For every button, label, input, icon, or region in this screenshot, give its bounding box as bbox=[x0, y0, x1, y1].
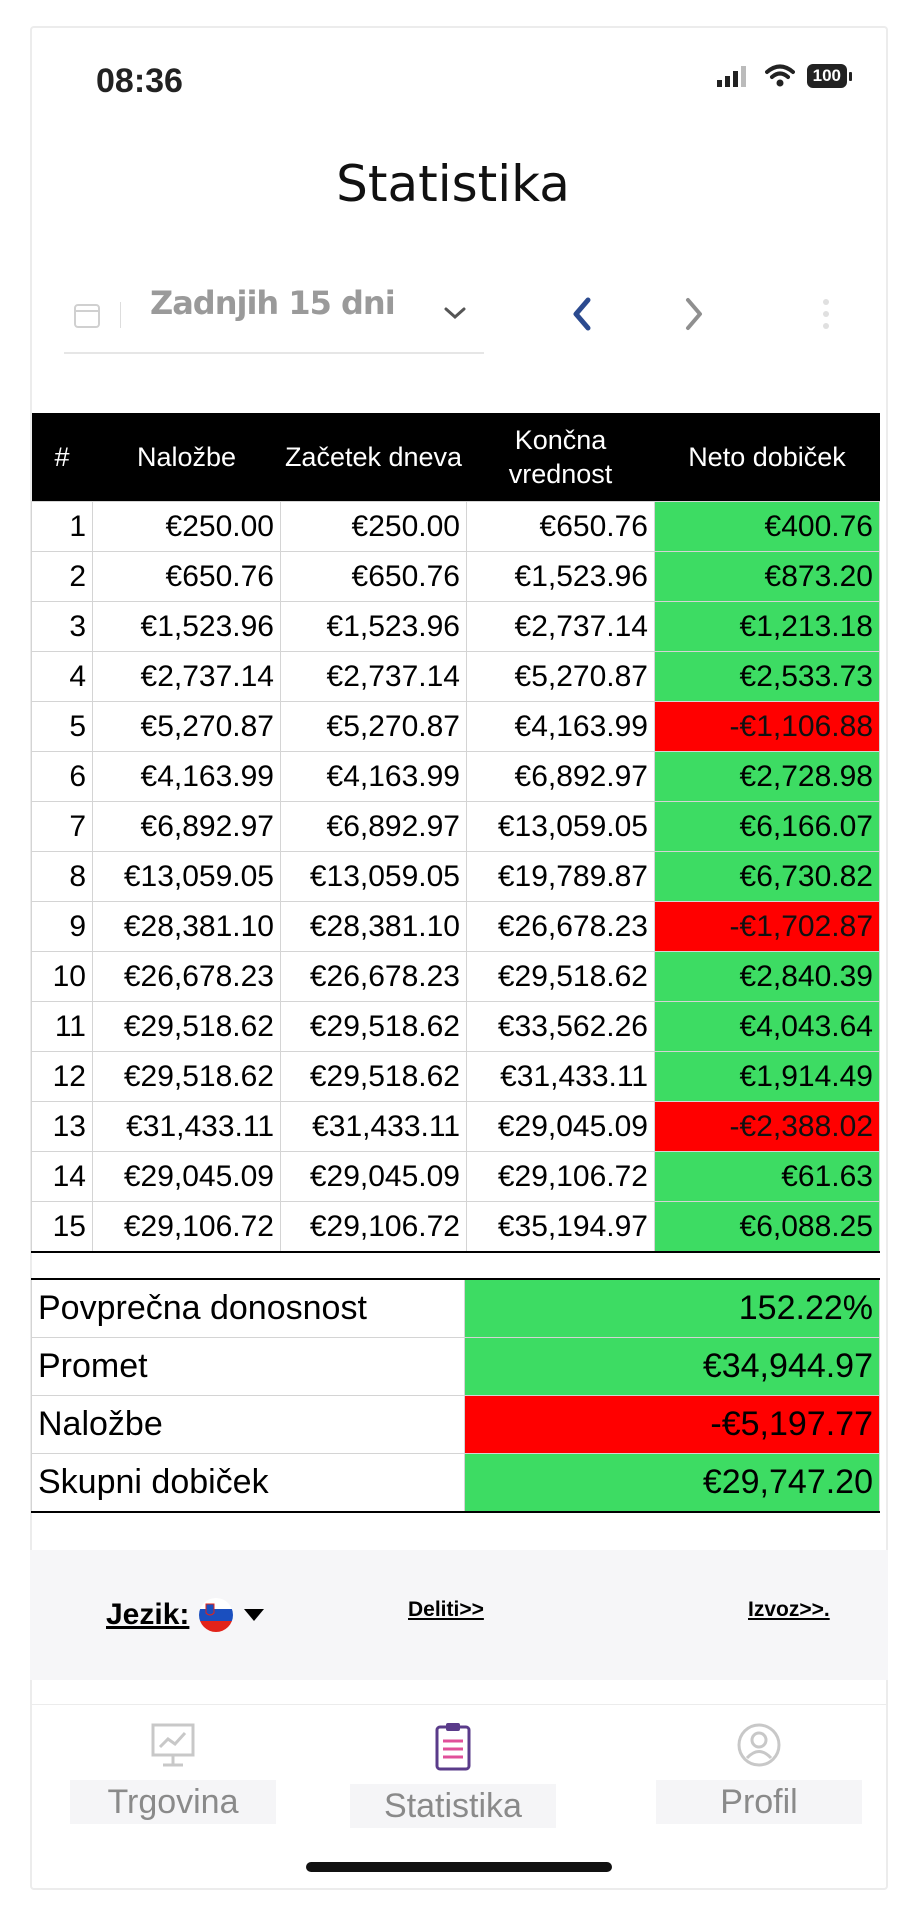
cell-net-profit: €2,533.73 bbox=[655, 652, 880, 702]
col-header-end-value: Končna vrednost bbox=[467, 413, 655, 502]
daily-stats-table bbox=[31, 413, 880, 1253]
table-row bbox=[32, 1152, 880, 1202]
cell-day-start: €13,059.05 bbox=[281, 852, 467, 902]
table-row bbox=[32, 752, 880, 802]
date-filter-bar bbox=[30, 270, 888, 362]
cell-end-value: €33,562.26 bbox=[467, 1002, 655, 1052]
cell-net-profit: €4,043.64 bbox=[655, 1002, 880, 1052]
cell-number: 4 bbox=[32, 652, 93, 702]
cell-investment: €5,270.87 bbox=[93, 702, 281, 752]
cell-investment: €2,737.14 bbox=[93, 652, 281, 702]
summary-row bbox=[32, 1279, 880, 1338]
cell-net-profit: €6,088.25 bbox=[655, 1202, 880, 1253]
summary-label: Skupni dobiček bbox=[32, 1454, 465, 1513]
cell-number: 2 bbox=[32, 552, 93, 602]
cell-end-value: €29,518.62 bbox=[467, 952, 655, 1002]
cell-day-start: €1,523.96 bbox=[281, 602, 467, 652]
summary-value: €34,944.97 bbox=[465, 1338, 880, 1396]
battery-level: 100 bbox=[807, 64, 847, 88]
cell-number: 7 bbox=[32, 802, 93, 852]
previous-period-button[interactable] bbox=[568, 294, 596, 334]
cell-end-value: €26,678.23 bbox=[467, 902, 655, 952]
cell-net-profit: -€1,702.87 bbox=[655, 902, 880, 952]
cell-day-start: €4,163.99 bbox=[281, 752, 467, 802]
cell-investment: €29,106.72 bbox=[93, 1202, 281, 1253]
footer-actions bbox=[30, 1550, 888, 1680]
cell-day-start: €250.00 bbox=[281, 502, 467, 552]
cell-net-profit: €1,914.49 bbox=[655, 1052, 880, 1102]
signal-icon bbox=[717, 65, 753, 87]
cell-number: 9 bbox=[32, 902, 93, 952]
cell-number: 10 bbox=[32, 952, 93, 1002]
cell-number: 1 bbox=[32, 502, 93, 552]
cell-investment: €6,892.97 bbox=[93, 802, 281, 852]
col-header-investments: Naložbe bbox=[93, 413, 281, 502]
cell-end-value: €29,045.09 bbox=[467, 1102, 655, 1152]
cell-investment: €13,059.05 bbox=[93, 852, 281, 902]
cell-net-profit: €400.76 bbox=[655, 502, 880, 552]
summary-label: Naložbe bbox=[32, 1396, 465, 1454]
status-time: 08:36 bbox=[96, 62, 183, 100]
cell-end-value: €19,789.87 bbox=[467, 852, 655, 902]
cell-number: 14 bbox=[32, 1152, 93, 1202]
table-row bbox=[32, 952, 880, 1002]
status-bar bbox=[30, 58, 888, 108]
export-link[interactable]: Izvoz>>. bbox=[748, 1598, 830, 1621]
clipboard-icon bbox=[428, 1721, 478, 1773]
calendar-icon bbox=[72, 300, 102, 330]
home-indicator bbox=[306, 1862, 612, 1872]
summary-table bbox=[31, 1278, 880, 1513]
col-header-number: # bbox=[32, 413, 93, 502]
cell-number: 13 bbox=[32, 1102, 93, 1152]
table-row bbox=[32, 1202, 880, 1253]
cell-investment: €29,518.62 bbox=[93, 1052, 281, 1102]
cell-day-start: €29,106.72 bbox=[281, 1202, 467, 1253]
page-title: Statistika bbox=[336, 155, 570, 213]
slovenia-flag-icon bbox=[197, 1596, 235, 1634]
profile-icon bbox=[734, 1721, 784, 1769]
share-link[interactable]: Deliti>> bbox=[408, 1598, 484, 1621]
cell-number: 11 bbox=[32, 1002, 93, 1052]
table-header-row bbox=[32, 413, 880, 502]
summary-label: Povprečna donosnost bbox=[32, 1279, 465, 1338]
summary-row bbox=[32, 1338, 880, 1396]
cell-end-value: €6,892.97 bbox=[467, 752, 655, 802]
filter-underline bbox=[64, 352, 484, 354]
col-header-net-profit: Neto dobiček bbox=[655, 413, 880, 502]
language-selector[interactable] bbox=[106, 1596, 265, 1634]
status-icons bbox=[717, 64, 852, 88]
cell-net-profit: -€2,388.02 bbox=[655, 1102, 880, 1152]
cell-end-value: €31,433.11 bbox=[467, 1052, 655, 1102]
cell-net-profit: €1,213.18 bbox=[655, 602, 880, 652]
battery-icon bbox=[807, 64, 852, 88]
cell-day-start: €28,381.10 bbox=[281, 902, 467, 952]
cell-number: 15 bbox=[32, 1202, 93, 1253]
cell-day-start: €31,433.11 bbox=[281, 1102, 467, 1152]
summary-value: 152.22% bbox=[465, 1279, 880, 1338]
cell-net-profit: -€1,106.88 bbox=[655, 702, 880, 752]
caret-down-icon bbox=[243, 1608, 265, 1622]
cell-day-start: €650.76 bbox=[281, 552, 467, 602]
col-header-day-start: Začetek dneva bbox=[281, 413, 467, 502]
table-row bbox=[32, 1002, 880, 1052]
cell-net-profit: €6,166.07 bbox=[655, 802, 880, 852]
tab-label: Statistika bbox=[350, 1784, 556, 1828]
cell-end-value: €4,163.99 bbox=[467, 702, 655, 752]
cell-end-value: €1,523.96 bbox=[467, 552, 655, 602]
summary-row bbox=[32, 1454, 880, 1513]
cell-number: 8 bbox=[32, 852, 93, 902]
cell-end-value: €35,194.97 bbox=[467, 1202, 655, 1253]
cell-investment: €650.76 bbox=[93, 552, 281, 602]
table-row bbox=[32, 802, 880, 852]
filter-divider bbox=[120, 302, 121, 328]
cell-day-start: €2,737.14 bbox=[281, 652, 467, 702]
cell-number: 3 bbox=[32, 602, 93, 652]
cell-investment: €28,381.10 bbox=[93, 902, 281, 952]
cell-end-value: €650.76 bbox=[467, 502, 655, 552]
table-row bbox=[32, 1102, 880, 1152]
cell-end-value: €13,059.05 bbox=[467, 802, 655, 852]
table-row bbox=[32, 602, 880, 652]
cell-net-profit: €2,728.98 bbox=[655, 752, 880, 802]
bottom-tab-bar bbox=[30, 1704, 888, 1825]
table-row bbox=[32, 902, 880, 952]
summary-row bbox=[32, 1396, 880, 1454]
cell-number: 5 bbox=[32, 702, 93, 752]
cell-investment: €26,678.23 bbox=[93, 952, 281, 1002]
tab-profil[interactable] bbox=[656, 1721, 862, 1824]
cell-net-profit: €6,730.82 bbox=[655, 852, 880, 902]
cell-net-profit: €2,840.39 bbox=[655, 952, 880, 1002]
cell-day-start: €29,045.09 bbox=[281, 1152, 467, 1202]
cell-day-start: €26,678.23 bbox=[281, 952, 467, 1002]
date-range-select[interactable]: Zadnjih 15 dni bbox=[150, 284, 395, 322]
cell-number: 6 bbox=[32, 752, 93, 802]
cell-net-profit: €61.63 bbox=[655, 1152, 880, 1202]
language-label: Jezik: bbox=[106, 1598, 190, 1631]
cell-day-start: €29,518.62 bbox=[281, 1052, 467, 1102]
cell-investment: €29,045.09 bbox=[93, 1152, 281, 1202]
table-row bbox=[32, 652, 880, 702]
cell-day-start: €5,270.87 bbox=[281, 702, 467, 752]
cell-day-start: €6,892.97 bbox=[281, 802, 467, 852]
table-row bbox=[32, 702, 880, 752]
summary-value: €29,747.20 bbox=[465, 1454, 880, 1513]
cell-end-value: €29,106.72 bbox=[467, 1152, 655, 1202]
tab-label: Profil bbox=[656, 1780, 862, 1824]
cell-investment: €31,433.11 bbox=[93, 1102, 281, 1152]
wifi-icon bbox=[765, 64, 795, 88]
table-row bbox=[32, 502, 880, 552]
table-row bbox=[32, 852, 880, 902]
cell-investment: €29,518.62 bbox=[93, 1002, 281, 1052]
table-row bbox=[32, 552, 880, 602]
tab-label: Trgovina bbox=[70, 1780, 276, 1824]
cell-end-value: €5,270.87 bbox=[467, 652, 655, 702]
tab-statistika[interactable] bbox=[350, 1721, 556, 1828]
cell-end-value: €2,737.14 bbox=[467, 602, 655, 652]
next-period-button[interactable] bbox=[680, 294, 708, 334]
cell-day-start: €29,518.62 bbox=[281, 1002, 467, 1052]
summary-label: Promet bbox=[32, 1338, 465, 1396]
cell-net-profit: €873.20 bbox=[655, 552, 880, 602]
summary-value: -€5,197.77 bbox=[465, 1396, 880, 1454]
cell-investment: €1,523.96 bbox=[93, 602, 281, 652]
cell-number: 12 bbox=[32, 1052, 93, 1102]
table-row bbox=[32, 1052, 880, 1102]
cell-investment: €250.00 bbox=[93, 502, 281, 552]
cell-investment: €4,163.99 bbox=[93, 752, 281, 802]
chart-board-icon bbox=[148, 1721, 198, 1769]
more-options-icon[interactable] bbox=[820, 294, 832, 334]
chevron-down-icon[interactable] bbox=[442, 304, 468, 322]
tab-trgovina[interactable] bbox=[70, 1721, 276, 1824]
